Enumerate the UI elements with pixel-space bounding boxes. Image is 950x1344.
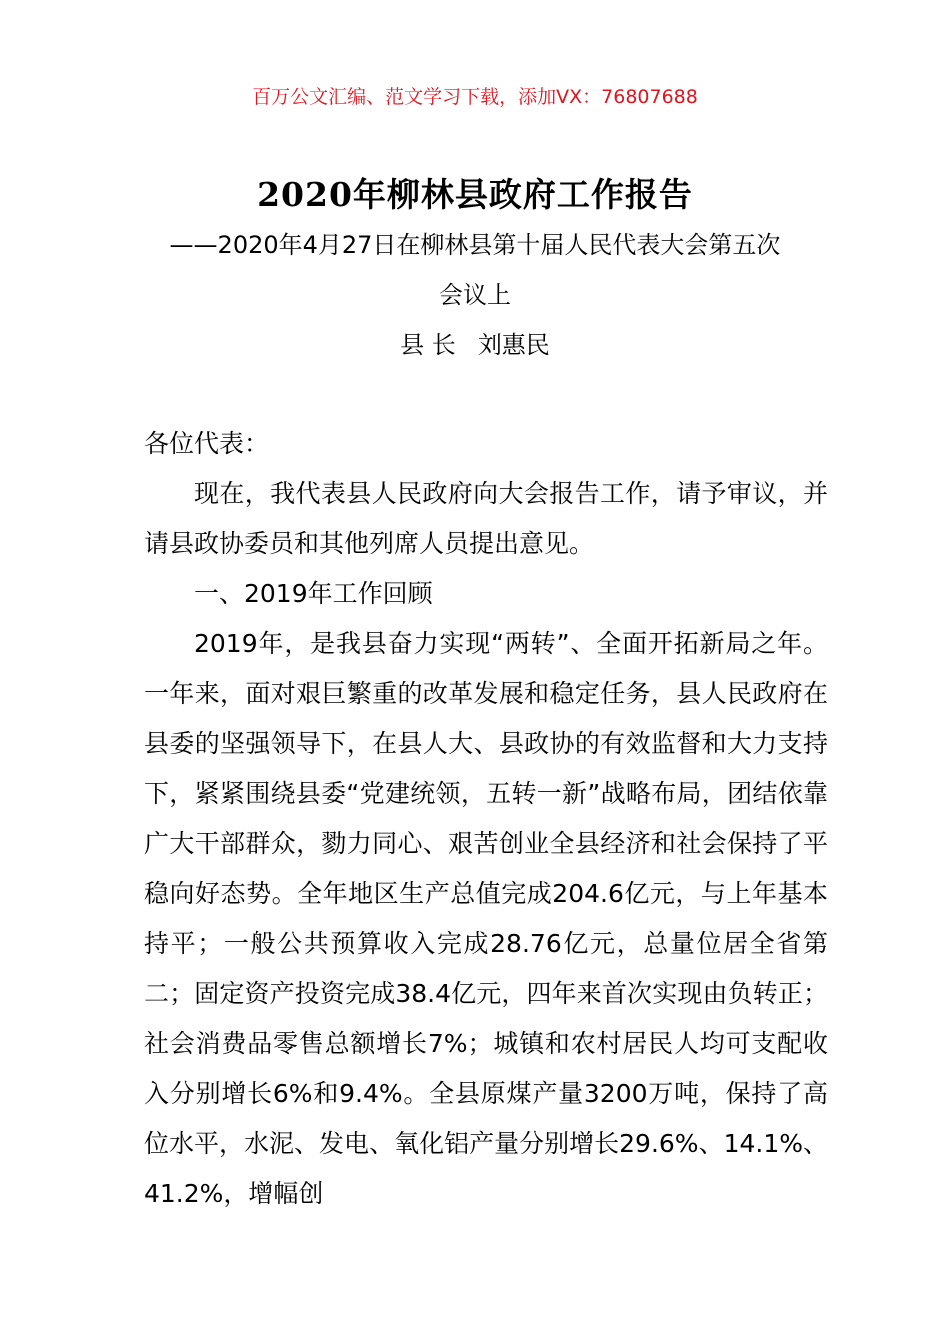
- salutation: [144, 419, 828, 469]
- review-paragraph: [144, 619, 828, 1219]
- speaker-line: [140, 329, 810, 361]
- intro-text: 现在，我代表县人民政府向大会报告工作，请予审议，并请县政协委员和其他列席人员提出意见。: [144, 479, 828, 558]
- subtitle-line-1: ——2020年4月27日在柳林县第十届人民代表大会第五次: [169, 231, 781, 259]
- subtitle-line-2: 会议上: [439, 281, 511, 309]
- section-heading: [144, 569, 828, 619]
- speaker-name: 刘惠民: [477, 331, 550, 359]
- watermark-banner: 百万公文汇编、范文学习下载，添加VX：76807688: [252, 86, 698, 108]
- section-heading-text: 一、2019年工作回顾: [194, 579, 433, 608]
- salutation-text: 各位代表：: [144, 429, 270, 458]
- review-text: 2019年，是我县奋力实现“两转”、全面开拓新局之年。一年来，面对艰巨繁重的改革发展和稳定任务，县人民政府在县委的坚强领导下，在县人大、县政协的有效监督和大力支持下，紧紧围绕县委“党建统领，五转一新”战略布局，团结依靠广大干部群众，勠力同心、艰苦创业全县经济和社会保持了平稳向好态势。全年地区生产总值完成204.6亿元，与上年基本持平；一般公共预算收入完成28.76亿元，总量位居全省第二；固定资产投资完成38.4亿元，四年来首次实现由负转正；社会消费品零售总额增长7%；城镇和农村居民人均可支配收入分别增长6%和9.4%。全县原煤产量3200万吨，保持了高位水平，水泥、发电、氧化铝产量分别增长29.6%、14.1%、41.2%，增幅创: [144, 629, 828, 1208]
- speaker-title: 县 长: [400, 331, 456, 359]
- intro-paragraph: [144, 469, 828, 569]
- document-title: 2020年柳林县政府工作报告: [257, 175, 693, 214]
